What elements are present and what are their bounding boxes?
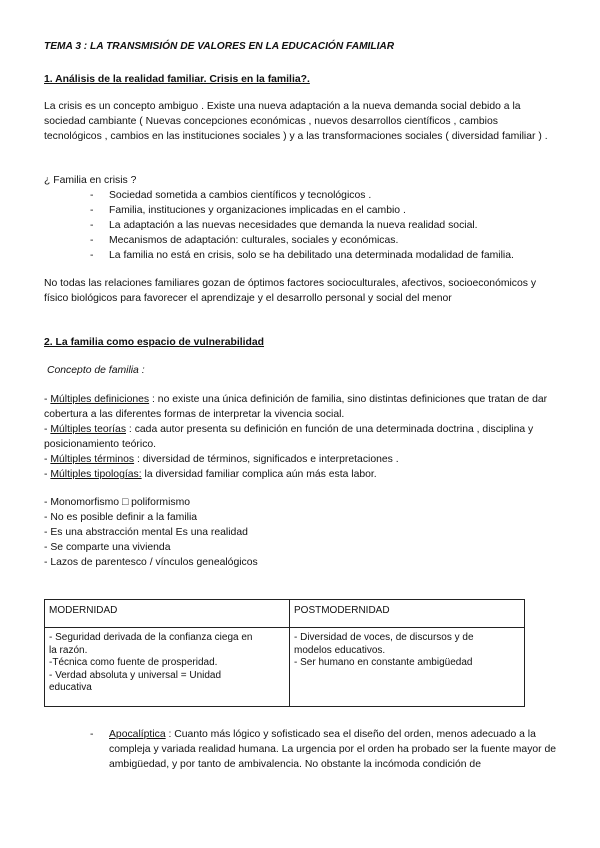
concept-term: Múltiples tipologías: [50, 469, 142, 480]
section-1-paragraph: La crisis es un concepto ambiguo . Existe una nueva adaptación a la nueva demanda social debido a la sociedad cambiante ( Nuevas concepciones económicas , nuevos desarrollos científicos , cambios tecnológicos , cambios en las instituciones sociales ) y a las transformaciones sociales ( diversidad familiar ) . [44, 101, 548, 142]
table-line: - Ser humano en constante ambigüedad [294, 657, 473, 668]
list-item: - No es posible definir a la familia [44, 512, 198, 523]
concept-term: Múltiples términos [50, 454, 135, 465]
apocaliptica-item [90, 727, 560, 772]
list-item: - Monomorfismo □ poliformismo [44, 497, 191, 508]
list-item: - Se comparte una vivienda [44, 542, 171, 553]
crisis-question: ¿ Familia en crisis ? [44, 175, 137, 186]
section-2-heading: 2. La familia como espacio de vulnerabilidad [44, 337, 265, 348]
bullet-dash: - [90, 729, 94, 740]
concept-item: - Múltiples términos : diversidad de términos, significados e interpretaciones . [44, 454, 399, 465]
concept-text: la diversidad familiar complica aún más esta labor. [144, 469, 377, 480]
crisis-bullet-list [90, 188, 560, 263]
section-1-heading: 1. Análisis de la realidad familiar. Crisis en la familia?. [44, 74, 310, 85]
comparison-table [44, 599, 525, 707]
concept-list [44, 392, 558, 482]
table-line: modelos educativos. [294, 644, 386, 656]
concept-term: Múltiples teorías [50, 424, 127, 435]
apocaliptica-text [109, 727, 560, 772]
list-item: - La adaptación a las nuevas necesidades que demanda la nueva realidad social. [90, 218, 560, 233]
table-line: - Diversidad de voces, de discursos y de [294, 632, 474, 643]
list-item: - Lazos de parentesco / vínculos genealógicos [44, 557, 258, 568]
table-line: - Verdad absoluta y universal = Unidad [49, 669, 222, 681]
document-title: TEMA 3 : LA TRANSMISIÓN DE VALORES EN LA EDUCACIÓN FAMILIAR [44, 41, 395, 52]
table-line: la razón. [49, 644, 88, 656]
concept-separator: : [149, 394, 158, 405]
table-line: educativa [49, 682, 92, 693]
concept-item: - Múltiples teorías : cada autor presenta su definición en función de una determinada doctrina , disciplina y posicionamiento teórico. [44, 424, 534, 450]
section-1-closing: No todas las relaciones familiares gozan de óptimos factores socioculturales, afectivos, socioeconómicos y físico biológicos para favorecer el aprendizaje y el desarrollo personal y social del menor [44, 278, 537, 304]
concept-text: diversidad de términos, significados e interpretaciones . [142, 454, 399, 465]
table-cell-postmodernidad [290, 628, 525, 707]
list-item: - La familia no está en crisis, solo se ha debilitado una determinada modalidad de familia. [90, 248, 560, 263]
concept-term: Múltiples definiciones [50, 394, 150, 405]
concept-separator: : [134, 454, 143, 465]
concept-item: - Múltiples tipologías: la diversidad familiar complica aún más esta labor. [44, 469, 377, 480]
table-header-postmodernidad: POSTMODERNIDAD [290, 600, 525, 628]
list-item: - Familia, instituciones y organizaciones implicadas en el cambio . [90, 203, 560, 218]
concept-text: cada autor presenta su definición en función de una determinada doctrina , disciplina y posicionamiento teórico. [44, 424, 534, 450]
table-header-modernidad: MODERNIDAD [45, 600, 290, 628]
concept-item: - Múltiples definiciones : no existe una única definición de familia, sino distintas definiciones que tratan de dar cobertura a las diferentes formas de interpretar la vivencia social. [44, 394, 548, 420]
list-item: - Mecanismos de adaptación: culturales, sociales y económicas. [90, 233, 560, 248]
concept-separator: : [126, 424, 135, 435]
table-line: - Seguridad derivada de la confianza ciega en [49, 632, 253, 643]
list-item: - Sociedad sometida a cambios científicos y tecnológicos . [90, 188, 560, 203]
table-line: -Técnica como fuente de prosperidad. [49, 657, 218, 668]
notes-list [44, 495, 558, 570]
table-cell-modernidad [45, 628, 290, 707]
concept-subtitle: Concepto de familia : [47, 365, 145, 376]
apocaliptica-body: : Cuanto más lógico y sofisticado sea el diseño del orden, menos adecuado a la compleja y variada realidad humana. La urgencia por el orden ha probado ser la fuente mayor de ambigüedad, y por tanto de ambivalencia. No obstante la incómoda condición de [109, 729, 557, 770]
apocaliptica-term: Apocalíptica [109, 729, 166, 740]
list-item: - Es una abstracción mental Es una realidad [44, 527, 248, 538]
concept-text: no existe una única definición de familia, sino distintas definiciones que tratan de dar cobertura a las diferentes formas de interpretar la vivencia social. [44, 394, 548, 420]
